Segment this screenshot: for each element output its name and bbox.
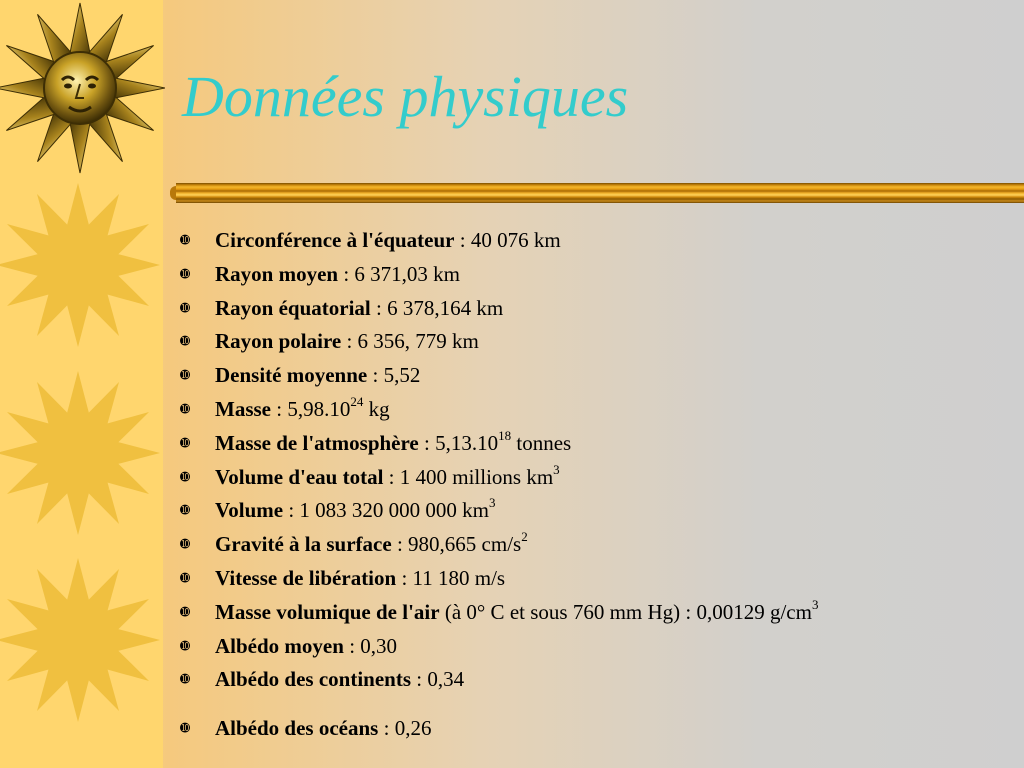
- fact-label: Masse de l'atmosphère: [215, 430, 419, 455]
- list-item: [180, 596, 1015, 630]
- fact-value: (à 0° C et sous 760 mm Hg) : 0,00129 g/cm: [439, 599, 812, 624]
- bullet-icon: ➓: [180, 401, 191, 416]
- list-item: [180, 528, 1015, 562]
- sun-icon: [0, 180, 165, 350]
- fact-label: Rayon équatorial: [215, 295, 371, 320]
- fact-unit: tonnes: [511, 430, 572, 455]
- sun-icon: [0, 368, 165, 538]
- fact-value: : 1 400 millions km: [383, 464, 554, 489]
- bullet-icon: ➓: [180, 266, 191, 281]
- fact-unit: kg: [363, 396, 390, 421]
- bullet-icon: ➓: [180, 300, 191, 315]
- bullet-icon: ➓: [180, 435, 191, 450]
- list-item: [180, 427, 1015, 461]
- exponent: 18: [498, 427, 512, 443]
- bullet-icon: ➓: [180, 604, 191, 619]
- fact-label: Albédo des océans: [215, 716, 379, 741]
- list-item: [180, 630, 1015, 664]
- fact-label: Albédo des continents: [215, 667, 412, 692]
- fact-label: Vitesse de libération: [215, 565, 397, 590]
- physical-data-list: [180, 224, 1015, 746]
- fact-value: : 40 076 km: [454, 228, 561, 252]
- fact-value: : 0,30: [343, 633, 398, 658]
- bullet-icon: ➓: [180, 721, 191, 736]
- bullet-icon: ➓: [180, 368, 191, 383]
- fact-label: Volume d'eau total: [215, 464, 384, 489]
- fact-value: : 6 371,03 km: [338, 261, 461, 286]
- bullet-icon: ➓: [180, 638, 191, 653]
- list-item: [180, 712, 1015, 746]
- sun-icon: [0, 555, 165, 725]
- list-item: [180, 258, 1015, 292]
- exponent: 3: [811, 596, 819, 612]
- exponent: 2: [521, 529, 528, 545]
- decorative-side-strip: [0, 0, 163, 768]
- bullet-icon: ➓: [180, 469, 191, 484]
- list-item: [180, 325, 1015, 359]
- fact-label: Rayon polaire: [215, 329, 342, 354]
- fact-label: Albédo moyen: [215, 633, 344, 658]
- fact-value: : 0,34: [411, 667, 465, 692]
- fact-label: Densité moyenne: [215, 363, 368, 388]
- list-item: [180, 393, 1015, 427]
- sun-face-icon: [0, 0, 165, 175]
- fact-label: Masse: [215, 396, 271, 421]
- exponent: 3: [553, 461, 560, 477]
- fact-value: : 5,98.10: [271, 396, 351, 421]
- list-item: [180, 292, 1015, 326]
- bullet-icon: ➓: [180, 233, 191, 247]
- fact-label: Circonférence à l'équateur: [215, 228, 455, 252]
- fact-value: : 11 180 m/s: [396, 565, 506, 590]
- list-item: [180, 663, 1015, 697]
- list-item: [180, 359, 1015, 393]
- fact-value: : 5,52: [367, 363, 421, 388]
- slide-title: Données physiques: [182, 64, 629, 129]
- bullet-icon: ➓: [180, 503, 191, 518]
- title-rule: [176, 183, 1024, 203]
- fact-label: Volume: [215, 498, 284, 523]
- list-item: [180, 224, 1015, 258]
- exponent: 3: [489, 495, 496, 511]
- fact-value: : 0,26: [378, 716, 432, 741]
- fact-value: : 5,13.10: [418, 430, 499, 455]
- bullet-icon: ➓: [180, 537, 191, 552]
- fact-value: : 6 378,164 km: [370, 295, 504, 320]
- list-item: [180, 461, 1015, 495]
- list-item: [180, 562, 1015, 596]
- exponent: 24: [350, 393, 364, 409]
- fact-label: Masse volumique de l'air: [215, 599, 440, 624]
- list-item: [180, 494, 1015, 528]
- fact-value: : 6 356, 779 km: [341, 329, 479, 354]
- bullet-icon: ➓: [180, 570, 191, 585]
- bullet-icon: ➓: [180, 672, 191, 687]
- bullet-icon: ➓: [180, 334, 191, 349]
- fact-label: Gravité à la surface: [215, 532, 392, 557]
- fact-value: : 1 083 320 000 000 km: [283, 498, 489, 523]
- fact-value: : 980,665 cm/s: [391, 532, 522, 557]
- fact-label: Rayon moyen: [215, 261, 339, 286]
